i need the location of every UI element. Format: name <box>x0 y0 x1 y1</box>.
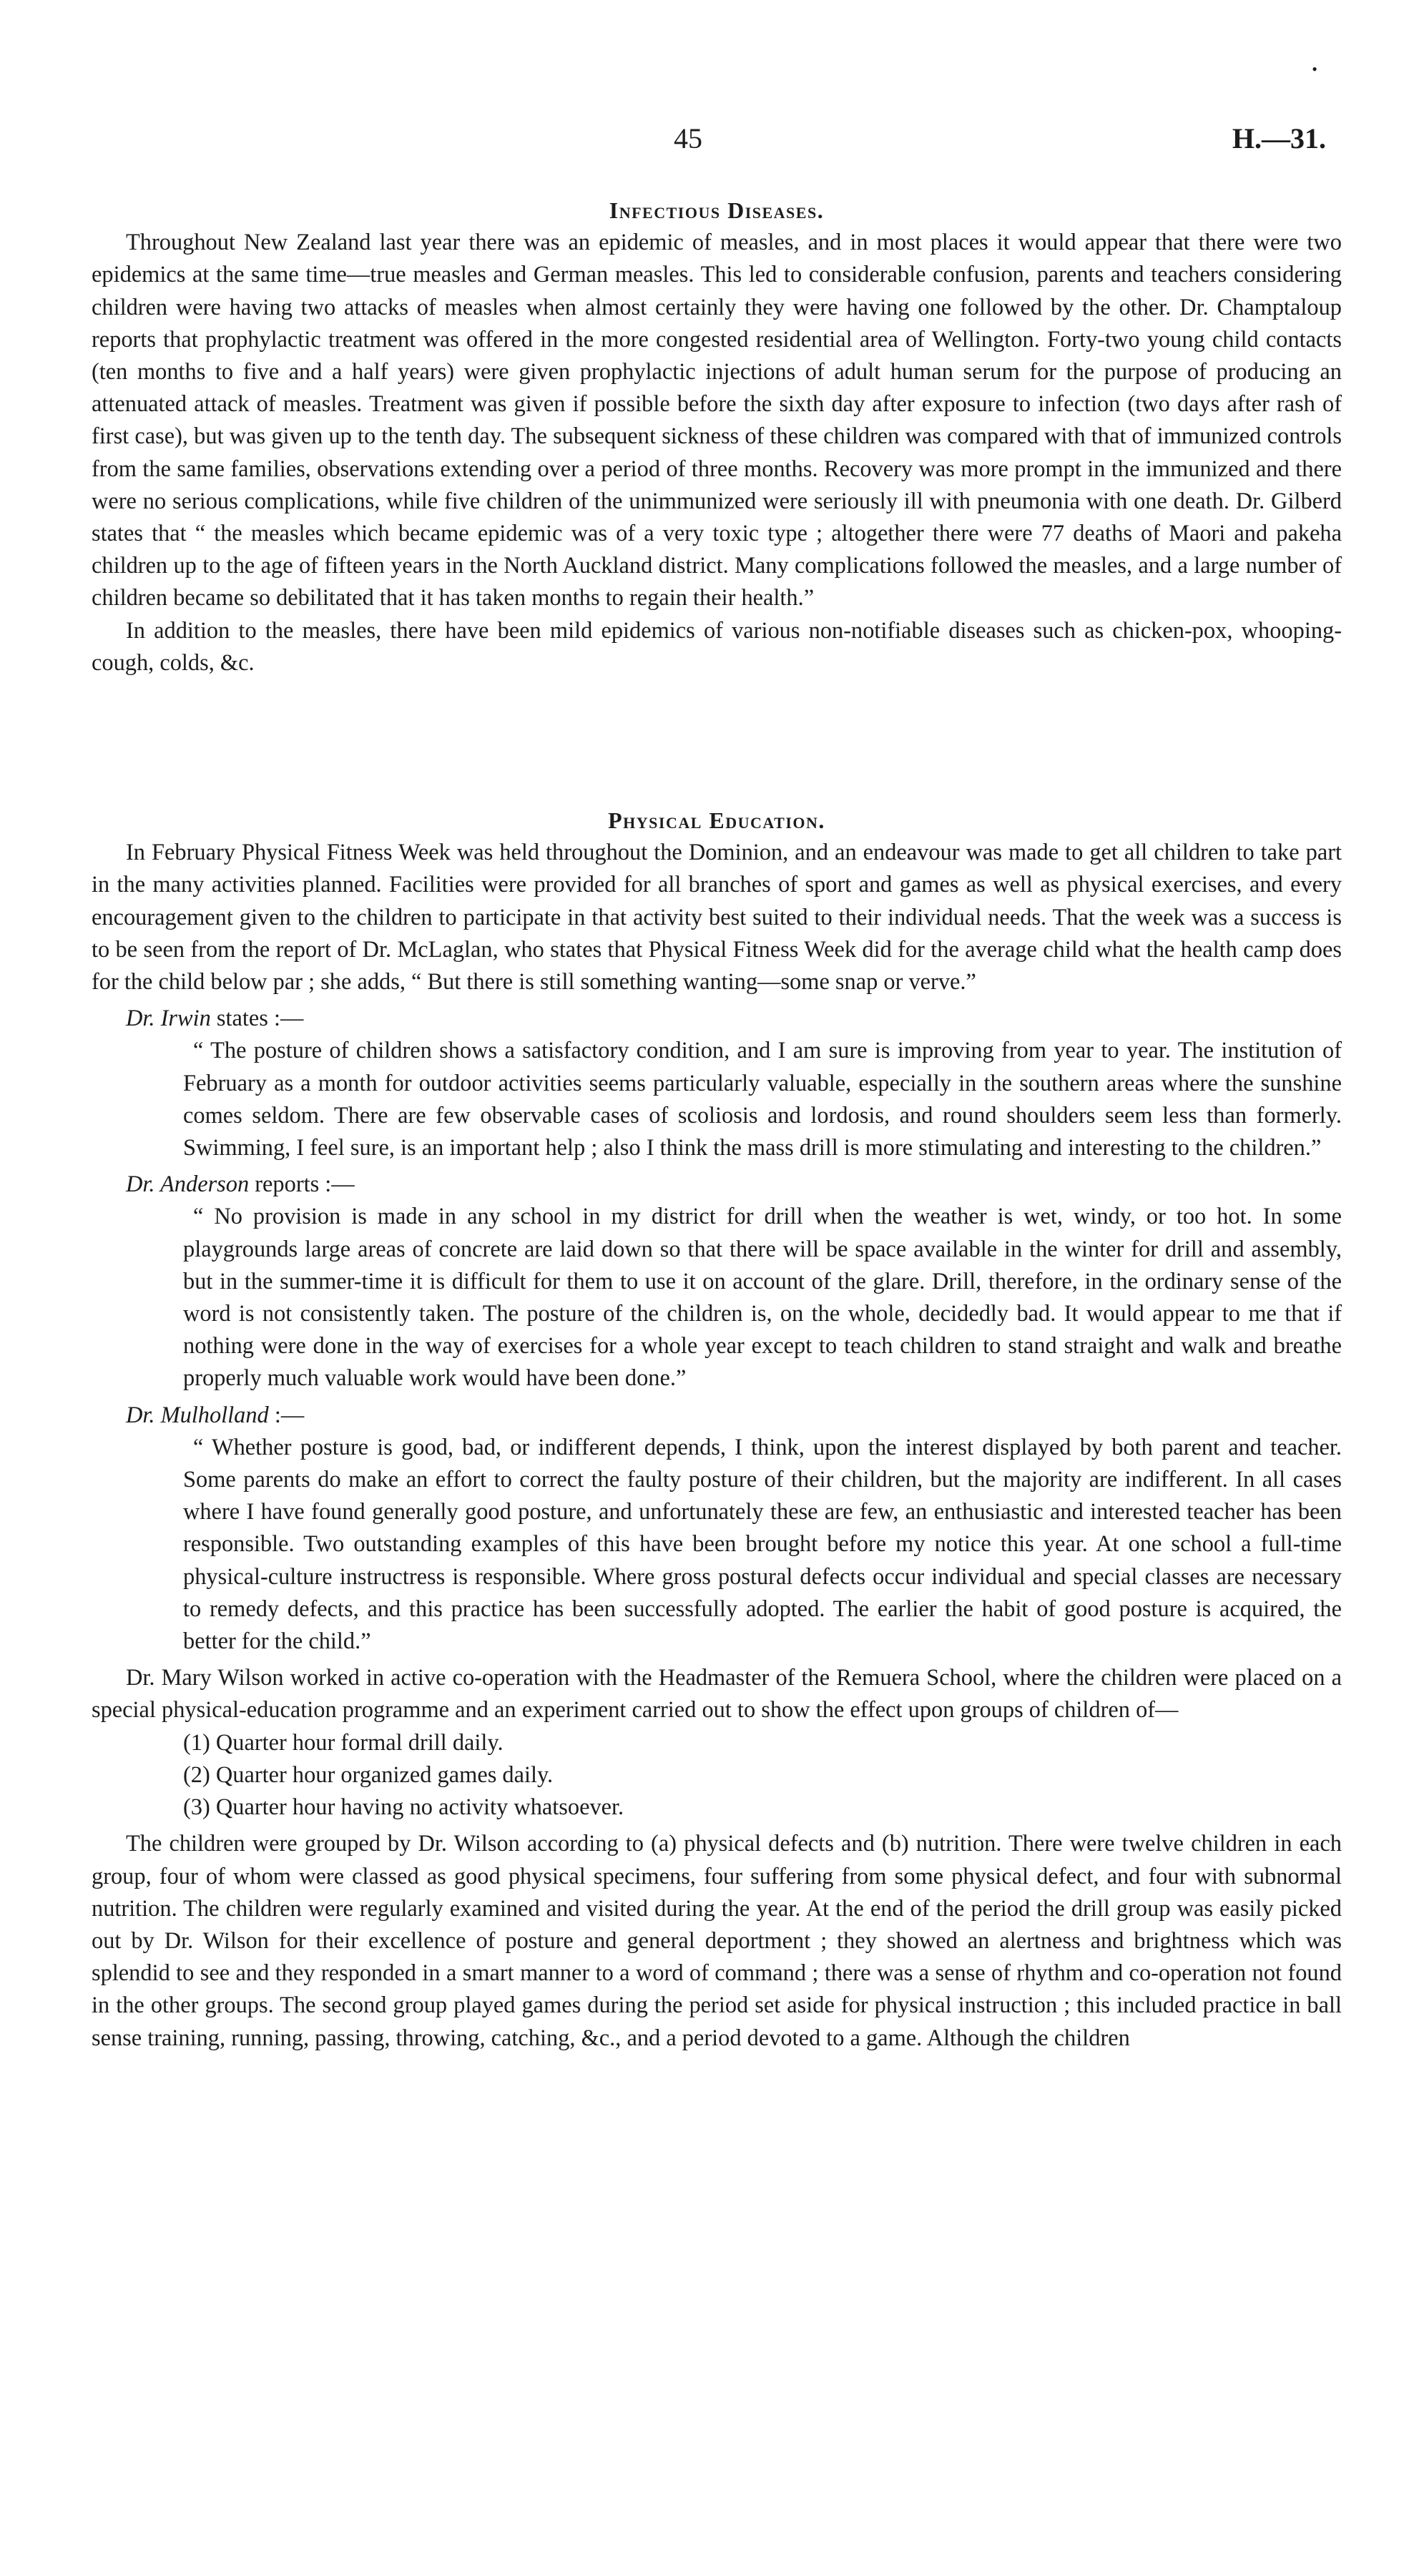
final-paragraph: The children were grouped by Dr. Wilson according to (a) physical defects and (b) nutrition. There were twelve children in each group, four of whom were classed as good physical specimens, four suffering from some physical defect, and four with subnormal nutrition. The children were regularly examined and visited during the year. At the end of the period the drill group was easily picked out by Dr. Wilson for their excellence of posture and general deportment ; they showed an alertness and brightness which was splendid to see and they responded in a smart manner to a word of command ; there was a sense of rhythm and co-operation not found in the other groups. The second group played games during the period set aside for physical instruction ; this included practice in ball sense training, running, passing, throwing, catching, &c., and a period devoted to a game. Although the children <box>92 1831 1342 2051</box>
list-item: (2) Quarter hour organized games daily. <box>183 1761 554 1788</box>
speaker-name-irwin: Dr. Irwin <box>126 1006 211 1032</box>
page-number: 45 <box>674 122 702 154</box>
list-item: (1) Quarter hour formal drill daily. <box>183 1729 504 1756</box>
wilson-intro-paragraph: Dr. Mary Wilson worked in active co-operation with the Headmaster of the Remuera School, where the children were placed on a special physical-education programme and an experiment carried out to show the effect upon groups of children of— <box>92 1665 1342 1724</box>
speaker-name-mulholland: Dr. Mulholland <box>126 1402 269 1428</box>
speaker-mulholland: Dr. Mulholland :— <box>126 1402 305 1428</box>
infectious-paragraph-2: In addition to the measles, there have been mild epidemics of various non-notifiable diseases such as chicken-pox, whooping-cough, colds, &c. <box>92 617 1342 676</box>
quote-mulholland: “ Whether posture is good, bad, or indifferent depends, I think, upon the interest displayed by both parent and teacher. Some parents do make an effort to correct the faulty posture of their children, but the majority are indifferent. In all cases where I have found generally good posture, and unfortunately these are few, an enthusiastic and interested teacher has been responsible. Two outstanding examples of this have been brought before my notice this year. At one school a full-time physical-culture instructress is responsible. Where gross postural defects occur individual and special classes are necessary to remedy defects, and this practice has been successfully adopted. The earlier the habit of good posture is acquired, the better for the child.” <box>183 1434 1342 1655</box>
infectious-paragraph-1: Throughout New Zealand last year there was an epidemic of measles, and in most places it would appear that there were two epidemics at the same time—true measles and German measles. This led to considerable confusion, parents and teachers considering children were having two attacks of measles when almost certainly they were having one followed by the other. Dr. Champtaloup reports that prophylactic treatment was offered in the more congested residential area of Wellington. Forty-two young child contacts (ten months to five and a half years) were given prophylactic injections of adult human serum for the purpose of producing an attenuated attack of measles. Treatment was given if possible before the sixth day after exposure to infection (two days after rash of first case), but was given up to the tenth day. The subsequent sickness of these children was compared with that of immunized controls from the same families, observations extending over a period of three months. Recovery was more prompt in the immunized and there were no serious complications, while five children of the unimmunized were seriously ill with pneumonia with one death. Dr. Gilberd states that “ the measles which became epidemic was of a very toxic type ; altogether there were 77 deaths of Maori and pakeha children up to the age of fifteen years in the North Auckland district. Many complications followed the measles, and a large number of children became so debilitated that it has taken months to regain their health.” <box>92 230 1342 611</box>
document-reference: H.—31. <box>1232 122 1326 154</box>
speaker-irwin: Dr. Irwin states :— <box>126 1006 304 1032</box>
section-heading-infectious-diseases: Infectious Diseases. <box>609 197 825 223</box>
corner-mark: • <box>1312 60 1317 78</box>
infectious-diseases-section <box>92 195 1342 679</box>
speaker-name-anderson: Dr. Anderson <box>126 1171 250 1198</box>
physical-paragraph-1: In February Physical Fitness Week was held throughout the Dominion, and an endeavour was made to get all children to take part in the many activities planned. Facilities were provided for all branches of sport and games as well as physical exercises, and every encouragement given to the children to participate in that activity best suited to their individual needs. That the week was a success is to be seen from the report of Dr. McLaglan, who states that Physical Fitness Week did for the average child what the health camp does for the child below par ; she adds, “ But there is still something wanting—some snap or verve.” <box>92 840 1342 996</box>
activity-group-list <box>92 1727 1342 1824</box>
quote-anderson: “ No provision is made in any school in my district for drill when the weather is wet, windy, or too hot. In some playgrounds large areas of concrete are laid down so that there will be space available in the winter for drill and assembly, but in the summer-time it is difficult for them to use it on account of the glare. Drill, therefore, in the ordinary sense of the word is not consistently taken. The posture of the children is, on the whole, decidedly bad. It would appear to me that if nothing were done in the way of exercises for a whole year except to teach children to stand straight and walk and breathe properly much valuable work would have been done.” <box>183 1204 1342 1392</box>
section-heading-physical-education: Physical Education. <box>608 807 825 833</box>
physical-education-section <box>92 805 1342 2055</box>
quote-irwin: “ The posture of children shows a satisfactory condition, and I am sure is improving from year to year. The institution of February as a month for outdoor activities seems particularly valuable, especially in the southern areas where the sunshine comes seldom. There are few observable cases of scoliosis and lordosis, and round shoulders seem less than formerly. Swimming, I feel sure, is an important help ; also I think the mass drill is more stimulating and interesting to the children.” <box>183 1038 1342 1161</box>
speaker-anderson: Dr. Anderson reports :— <box>126 1171 355 1198</box>
list-item: (3) Quarter hour having no activity whatsoever. <box>183 1794 624 1821</box>
